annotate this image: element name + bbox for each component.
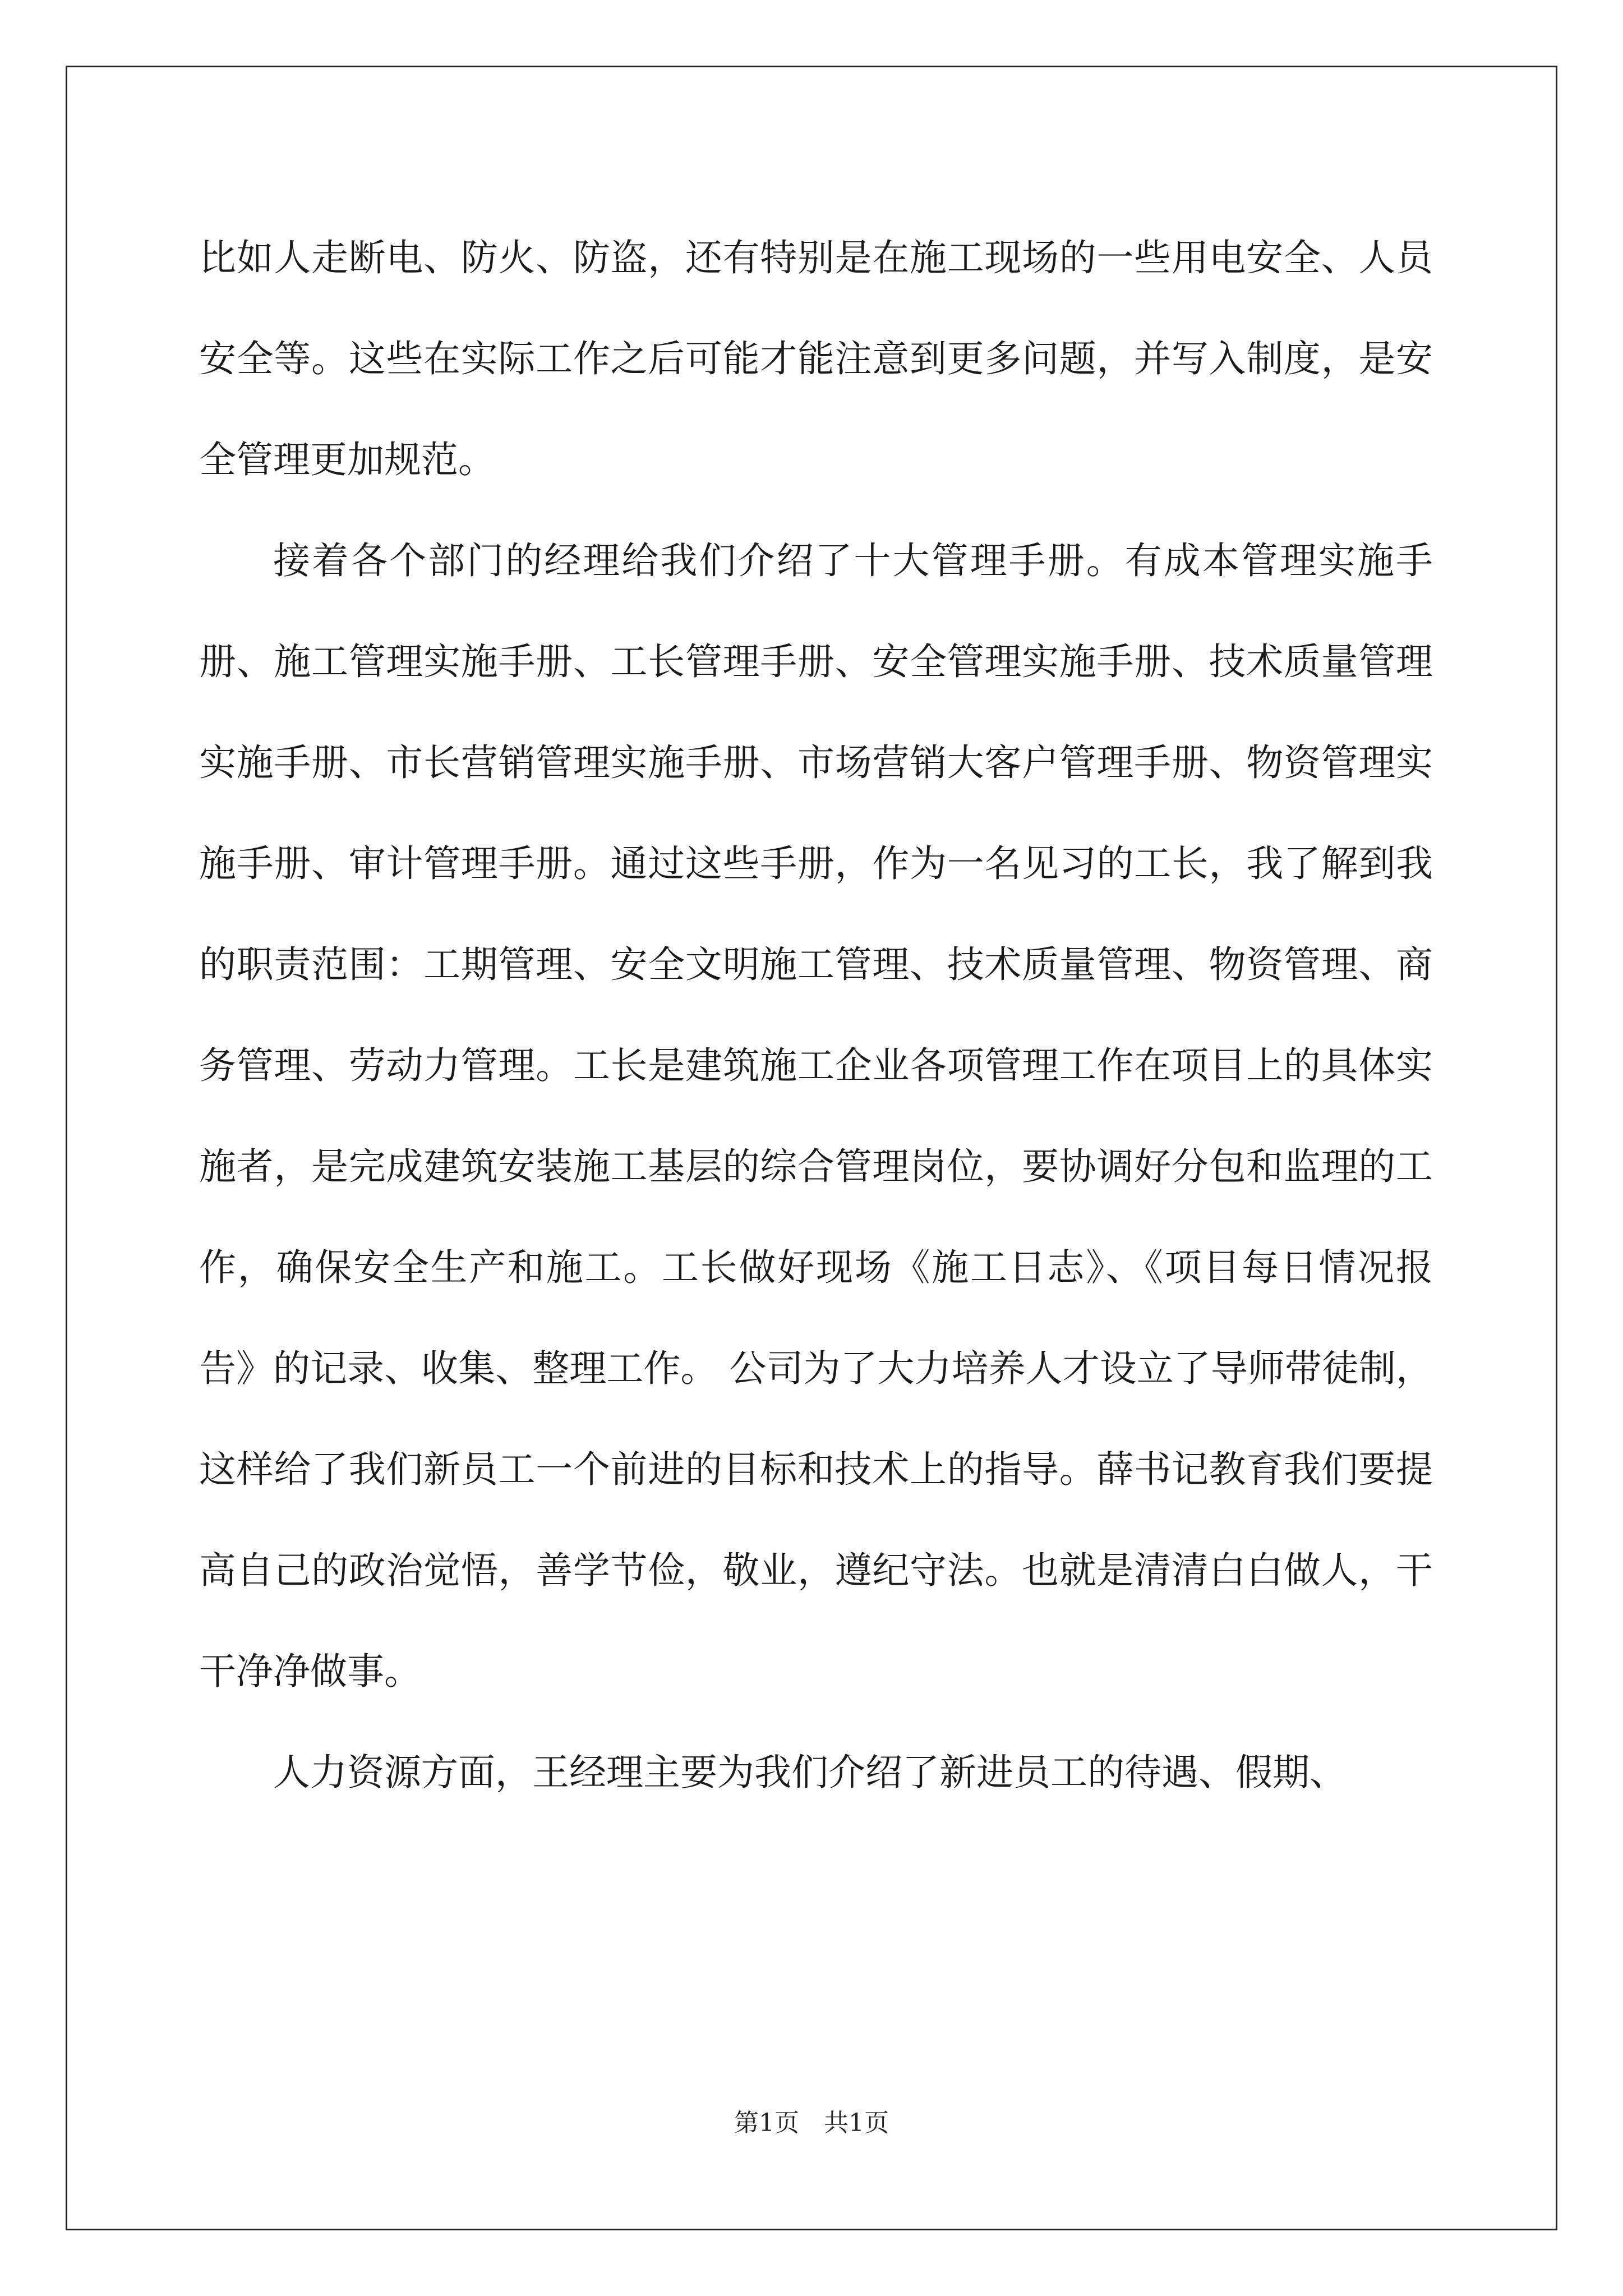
document-body [199, 208, 1433, 1823]
paragraph-manuals: 接着各个部门的经理给我们介绍了十大管理手册。有成本管理实施手册、施工管理实施手册、工长管理手册、安全管理实施手册、技术质量管理实施手册、市长营销管理实施手册、市场营销大客户管理手册、物资管理实施手册、审计管理手册。通过这些手册，作为一名见习的工长，我了解到我的职责范围：工期管理、安全文明施工管理、技术质量管理、物资管理、商务管理、劳动力管理。工长是建筑施工企业各项管理工作在项目上的具体实施者，是完成建筑安装施工基层的综合管理岗位，要协调好分包和监理的工作，确保安全生产和施工。工长做好现场《施工日志》、《项目每日情况报告》的记录、收集、整理工作。 公司为了大力培养人才设立了导师带徒制，这样给了我们新员工一个前进的目标和技术上的指导。薛书记教育我们要提高自己的政治觉悟，善学节俭，敬业，遵纪守法。也就是清清白白做人，干干净净做事。 [199, 539, 1433, 1693]
paragraph-human-resources: 人力资源方面，王经理主要为我们介绍了新进员工的待遇、假期、 [273, 1751, 1347, 1794]
page-number-footer: 第1页 共1页 [734, 2109, 889, 2137]
paragraph-continuation: 比如人走断电、防火、防盗，还有特别是在施工现场的一些用电安全、人员安全等。这些在实际工作之后可能才能注意到更多问题，并写入制度，是安全管理更加规范。 [199, 236, 1433, 481]
